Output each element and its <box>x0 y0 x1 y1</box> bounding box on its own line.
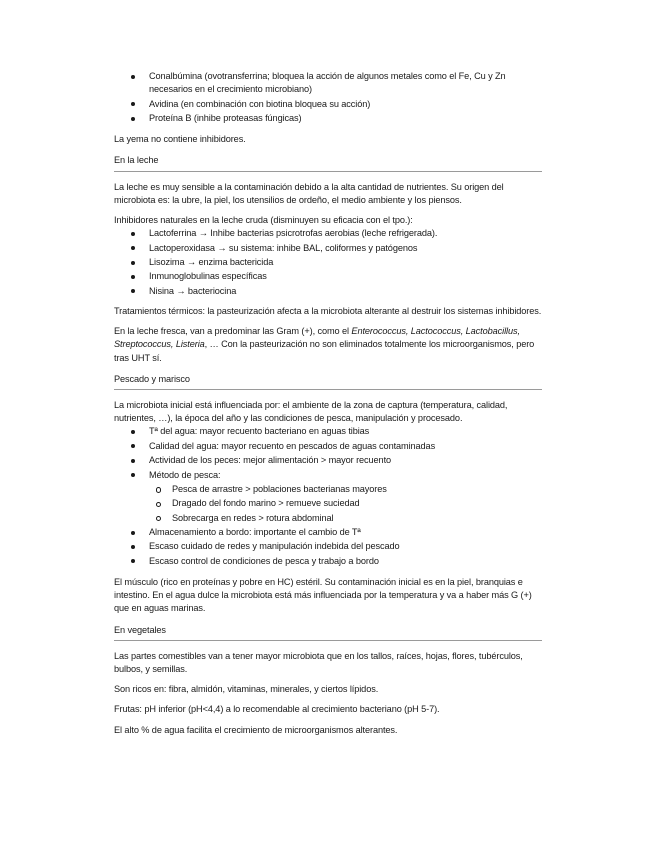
inhibitors-list <box>114 227 542 298</box>
list-item: Tª del agua: mayor recuento bacteriano en aguas tibias <box>114 425 542 438</box>
list-item: Lisozima → enzima bactericida <box>114 256 542 269</box>
section-heading-leche: En la leche <box>114 154 542 171</box>
sub-list-item: Pesca de arrastre > poblaciones bacterianas mayores <box>149 483 542 496</box>
paragraph: Frutas: pH inferior (pH<4,4) a lo recomendable al crecimiento bacteriano (pH 5-7). <box>114 704 440 715</box>
list-item: Proteína B (inhibe proteasas fúngicas) <box>114 112 542 125</box>
italic-species: Enterococcus, Lactococcus, Lactobacillus, Streptococcus, Listeria <box>114 326 520 350</box>
list-item: Escaso cuidado de redes y manipulación indebida del pescado <box>114 540 542 553</box>
intro-list <box>114 70 542 125</box>
paragraph <box>114 325 542 365</box>
section-heading-vegetales: En vegetales <box>114 624 542 641</box>
list-item: Inmunoglobulinas específicas <box>114 270 542 283</box>
paragraph: Son ricos en: fibra, almidón, vitaminas, minerales, y ciertos lípidos. <box>114 684 379 695</box>
list-item: Conalbúmina (ovotransferrina; bloquea la acción de algunos metales como el Fe, Cu y Zn necesarios en el crecimiento microbiano) <box>114 70 542 96</box>
list-item: Escaso control de condiciones de pesca y trabajo a bordo <box>114 555 542 568</box>
section-heading-pescado: Pescado y marisco <box>114 373 542 390</box>
list-item: Calidad del agua: mayor recuento en pescados de aguas contaminadas <box>114 440 542 453</box>
paragraph: Las partes comestibles van a tener mayor microbiota que en los tallos, raíces, hojas, flores, tubérculos, bulbos, y semillas. <box>114 650 523 674</box>
paragraph: El músculo (rico en proteínas y pobre en HC) estéril. Su contaminación inicial es en la piel, branquias e intestino. En el agua dulce la microbiota está más influenciada por la temperatura y va a haber más G (+) que en aguas marinas. <box>114 576 532 614</box>
list-item: Avidina (en combinación con biotina bloquea su acción) <box>114 98 542 111</box>
paragraph: Inhibidores naturales en la leche cruda (disminuyen su eficacia con el tpo.): <box>114 215 413 225</box>
paragraph: La microbiota inicial está influenciada por: el ambiente de la zona de captura (temperatura, calidad, nutrientes, …), la época del año y las condiciones de pesca, manipulación y procesado. <box>114 399 508 424</box>
paragraph: El alto % de agua facilita el crecimiento de microorganismos alterantes. <box>114 724 398 735</box>
text-span: En la leche fresca, van a predominar las Gram (+), como el <box>114 326 352 337</box>
sub-list-item: Sobrecarga en redes > rotura abdominal <box>149 512 542 525</box>
list-item: Lactoferrina → Inhibe bacterias psicrotrofas aerobias (leche refrigerada). <box>114 227 542 240</box>
list-item: Nisina → bacteriocina <box>114 285 542 298</box>
document-content <box>114 70 542 737</box>
yema-note: La yema no contiene inhibidores. <box>114 134 246 145</box>
paragraph: Tratamientos térmicos: la pasteurización afecta a la microbiota alterante al destruir los sistemas inhibidores. <box>114 305 542 316</box>
text-span: , … Con la pasteurización no son eliminados totalmente los microorganismos, pero tras UHT sí. <box>114 339 535 363</box>
list-item: Lactoperoxidasa → su sistema: inhibe BAL, coliformes y patógenos <box>114 242 542 255</box>
sub-list-item: Dragado del fondo marino > remueve suciedad <box>149 497 542 510</box>
paragraph: La leche es muy sensible a la contaminación debido a la alta cantidad de nutrientes. Su origen del microbiota es: la ubre, la piel, los utensilios de ordeño, el medio ambiente y los piensos. <box>114 181 504 205</box>
metodo-sublist <box>149 483 542 525</box>
metodo-label: Método de pesca: <box>149 469 221 480</box>
list-item <box>114 469 542 525</box>
factors-list <box>114 425 542 568</box>
list-item: Actividad de los peces: mejor alimentación > mayor recuento <box>114 454 542 467</box>
list-item: Almacenamiento a bordo: importante el cambio de Tª <box>114 526 542 539</box>
